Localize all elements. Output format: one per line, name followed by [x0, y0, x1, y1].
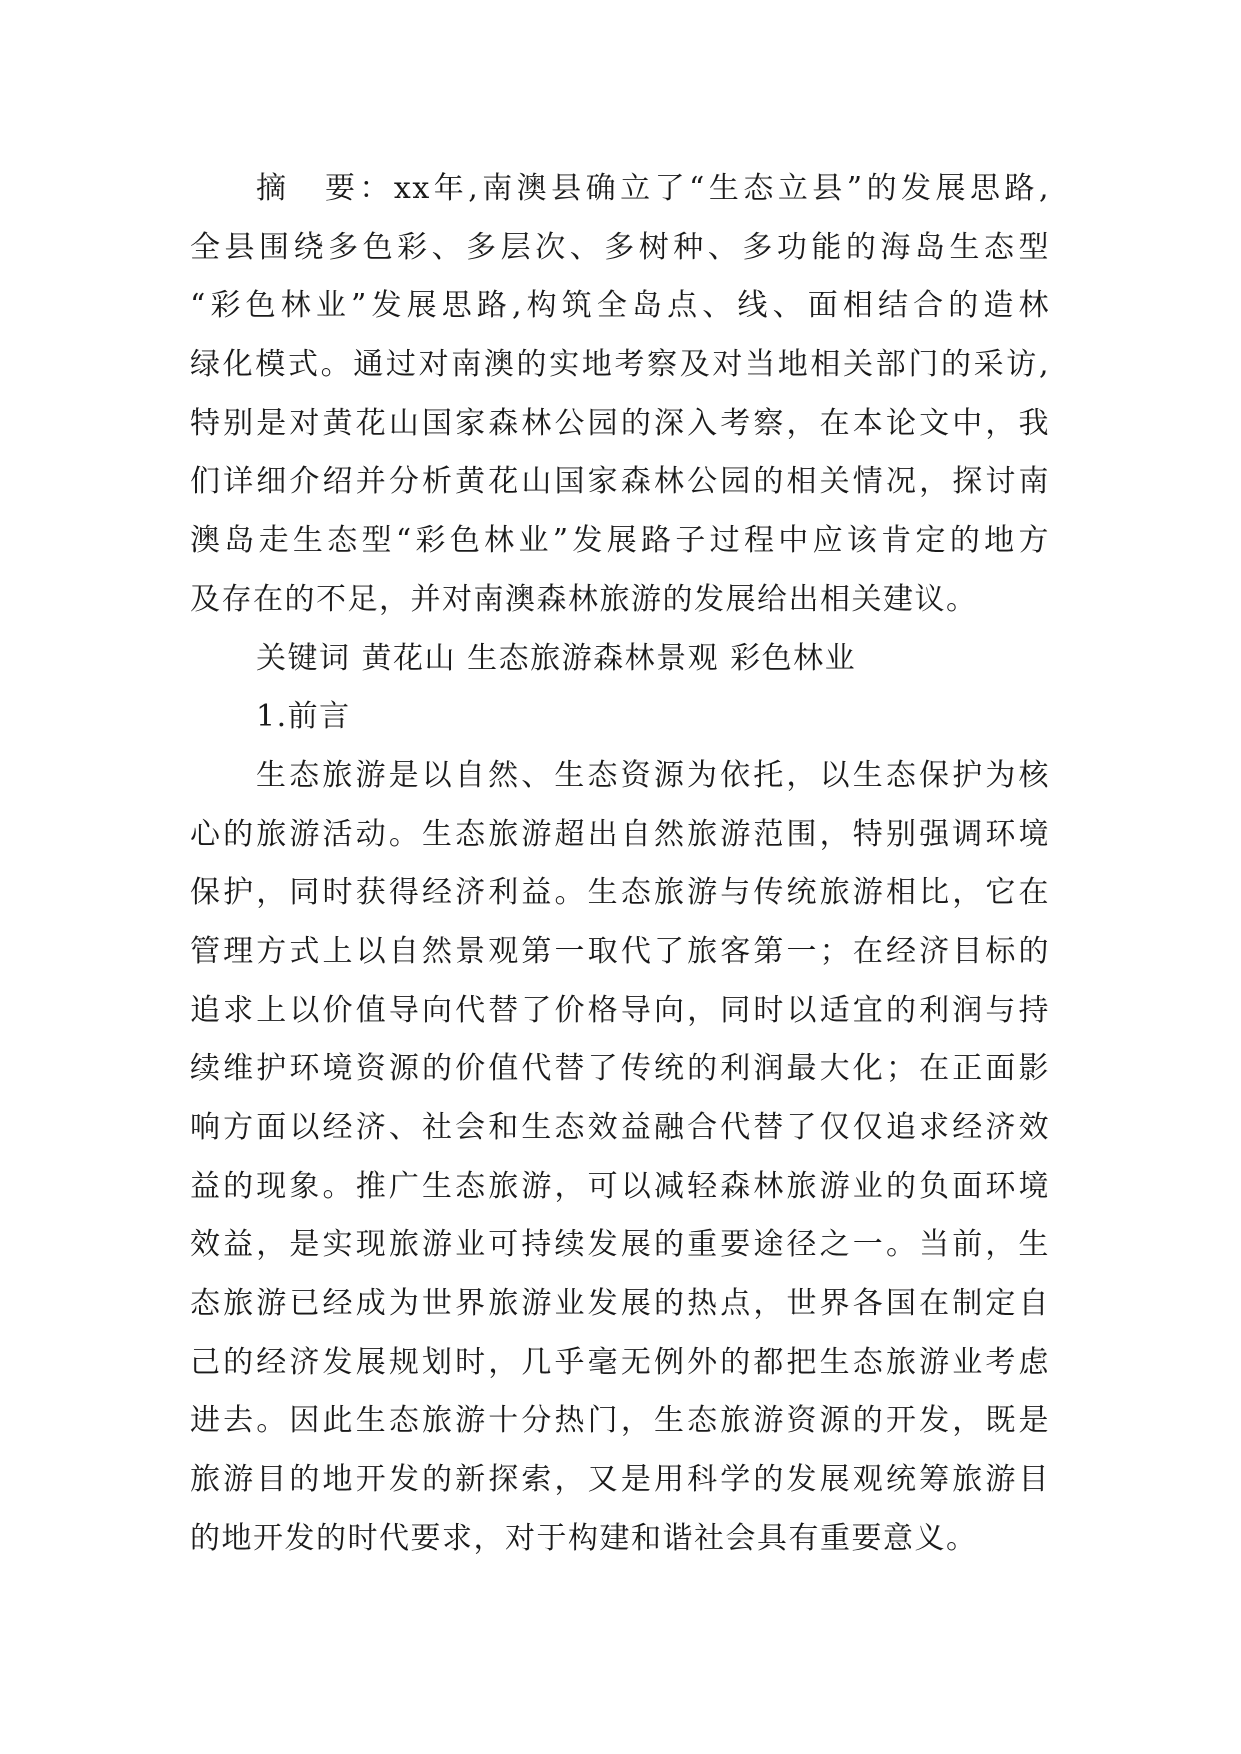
- abstract-line: 澳岛走生态型“彩色林业”发展路子过程中应该肯定的地方: [190, 523, 1050, 559]
- body-line: 进去。因此生态旅游十分热门，生态旅游资源的开发，既是: [190, 1403, 1050, 1439]
- abstract-line: “彩色林业”发展思路,构筑全岛点、线、面相结合的造林: [190, 288, 1050, 324]
- abstract-line: 们详细介绍并分析黄花山国家森林公园的相关情况，探讨南: [190, 464, 1050, 500]
- document-page: [190, 160, 1050, 1569]
- body-line: 态旅游已经成为世界旅游业发展的热点，世界各国在制定自: [190, 1286, 1050, 1322]
- body-line: 保护，同时获得经济利益。生态旅游与传统旅游相比，它在: [190, 875, 1050, 911]
- body-line: 益的现象。推广生态旅游，可以减轻森林旅游业的负面环境: [190, 1168, 1050, 1204]
- body-line: 追求上以价值导向代替了价格导向，同时以适宜的利润与持: [190, 992, 1050, 1028]
- body-line: 管理方式上以自然景观第一取代了旅客第一；在经济目标的: [190, 933, 1050, 969]
- body-line: 旅游目的地开发的新探索，又是用科学的发展观统筹旅游目: [190, 1462, 1050, 1498]
- body-line: 心的旅游活动。生态旅游超出自然旅游范围，特别强调环境: [190, 816, 1050, 852]
- abstract-line: 全县围绕多色彩、多层次、多树种、多功能的海岛生态型: [190, 229, 1050, 265]
- body-line: 己的经济发展规划时，几乎毫无例外的都把生态旅游业考虑: [190, 1344, 1050, 1380]
- body-paragraph: [190, 747, 1050, 1569]
- body-line: 生态旅游是以自然、生态资源为依托，以生态保护为核: [256, 757, 1050, 793]
- abstract-paragraph: [190, 160, 1050, 630]
- keywords-line: 关键词 黄花山 生态旅游森林景观 彩色林业: [256, 640, 857, 676]
- abstract-line: 摘 要：xx年,南澳县确立了“生态立县”的发展思路,: [256, 171, 1050, 206]
- body-line: 的地开发的时代要求，对于构建和谐社会具有重要意义。: [190, 1520, 978, 1556]
- abstract-line: 绿化模式。通过对南澳的实地考察及对当地相关部门的采访,: [190, 347, 1050, 383]
- section-heading: 1.前言: [256, 699, 351, 735]
- body-line: 效益，是实现旅游业可持续发展的重要途径之一。当前，生: [190, 1227, 1050, 1263]
- abstract-line: 及存在的不足，并对南澳森林旅游的发展给出相关建议。: [190, 581, 978, 617]
- body-line: 续维护环境资源的价值代替了传统的利润最大化；在正面影: [190, 1051, 1050, 1087]
- abstract-line: 特别是对黄花山国家森林公园的深入考察，在本论文中，我: [190, 405, 1050, 441]
- body-line: 响方面以经济、社会和生态效益融合代替了仅仅追求经济效: [190, 1110, 1050, 1145]
